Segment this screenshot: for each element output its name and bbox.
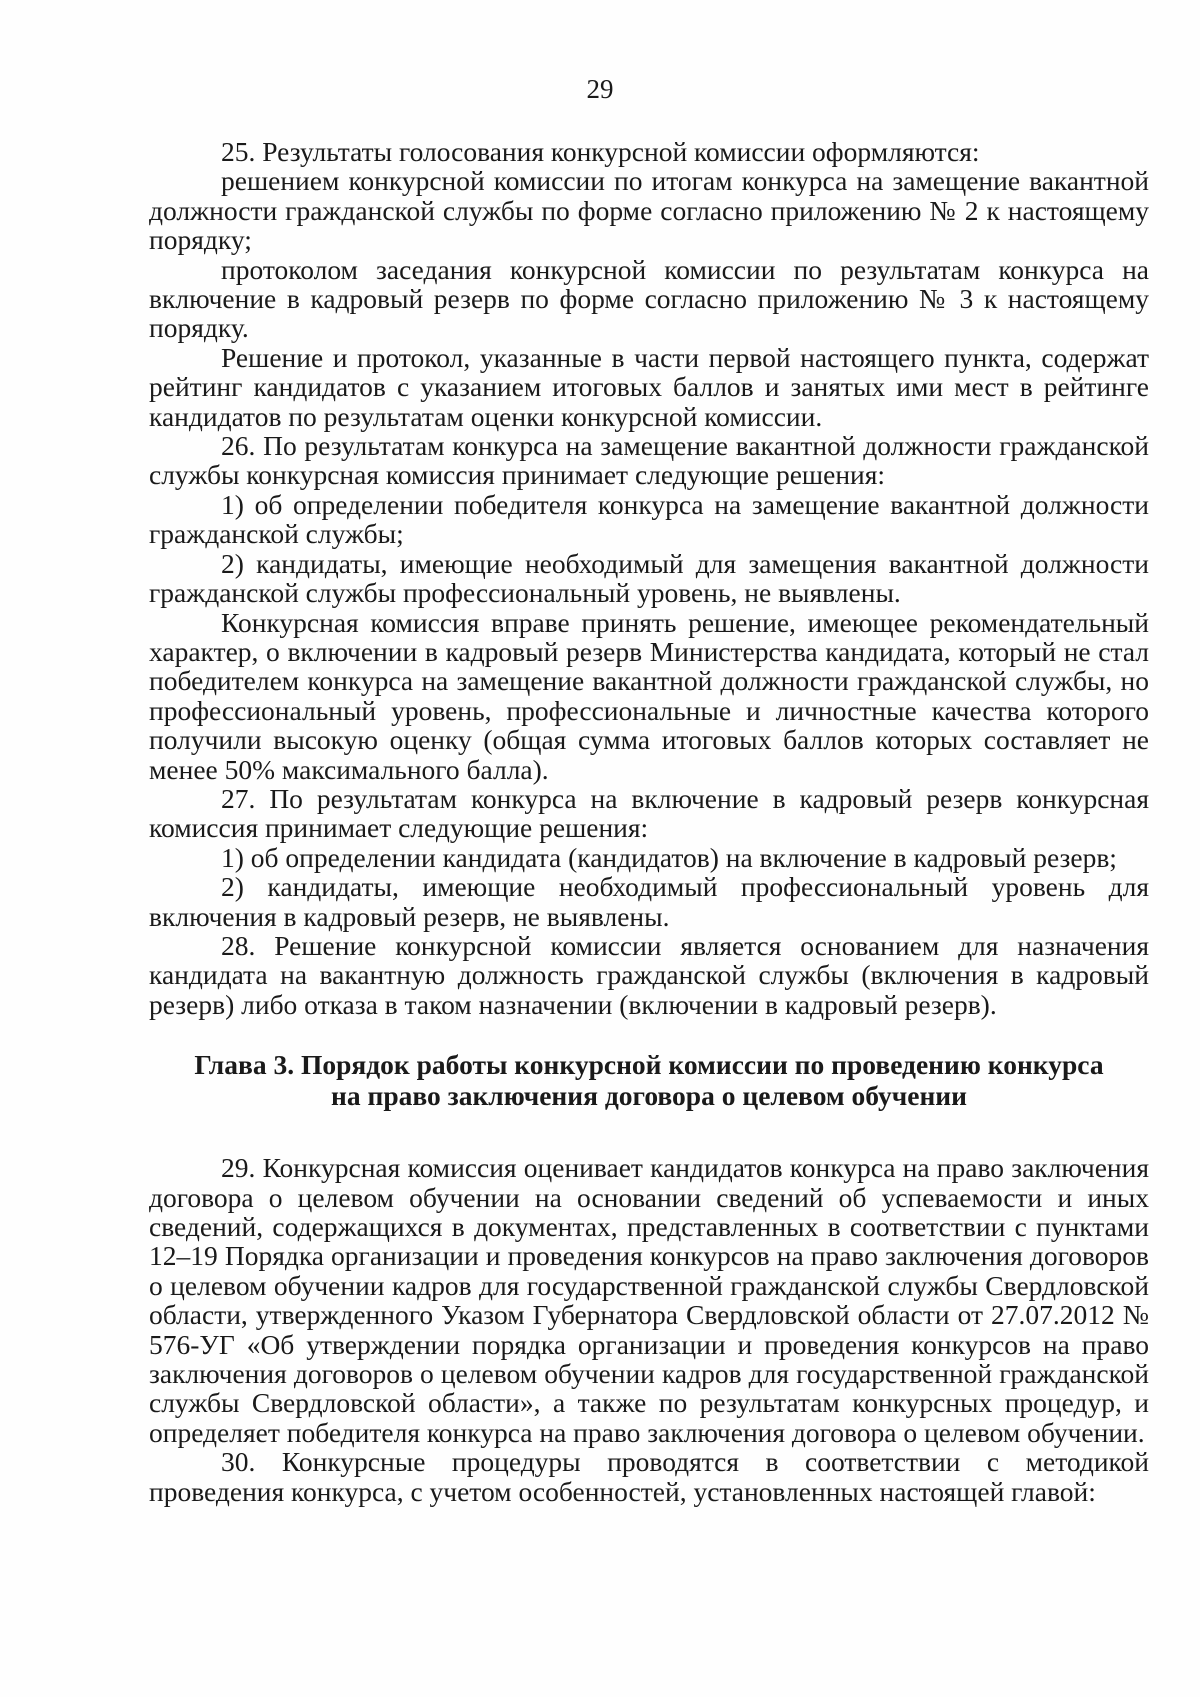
page-number: 29 [586,74,614,104]
paragraph-27-item-1: 1) об определении кандидата (кандидатов) на включение в кадровый резерв; [221,841,1117,873]
chapter-heading [149,1049,1149,1111]
paragraph-27: 27. По результатам конкурса на включение в кадровый резерв конкурсная комиссия принимает следующие решения: [149,782,1149,844]
paragraph-28: 28. Решение конкурсной комиссии является основанием для назначения кандидата на вакантную должность гражданской службы (включения в кадровый резерв) либо отказа в таком назначении (включении в кадровый резерв). [149,929,1149,1020]
paragraph-26: 26. По результатам конкурса на замещение вакантной должности гражданской службы конкурсная комиссия принимает следующие решения: [149,430,1149,491]
paragraph-25-rating: Решение и протокол, указанные в части первой настоящего пункта, содержат рейтинг кандидатов с указанием итоговых баллов и занятых ими мест в рейтинге кандидатов по результатам оценки конкурсной комиссии. [149,341,1149,432]
paragraph-25-decision: решением конкурсной комиссии по итогам конкурса на замещение вакантной должности гражданской службы по форме согласно приложению № 2 к настоящему порядку; [149,165,1149,256]
paragraph-26-reserve: Конкурсная комиссия вправе принять решение, имеющее рекомендательный характер, о включении в кадровый резерв Министерства кандидата, который не стал победителем конкурса на замещение вакантной должности гражданской службы, но профессиональный уровень, профессиональные и личностные качества которого получили высокую оценку (общая сумма итоговых баллов которых составляет не менее 50% максимального балла). [149,606,1149,785]
paragraph-29: 29. Конкурсная комиссия оценивает кандидатов конкурса на право заключения договора о целевом обучении на основании сведений об успеваемости и иных сведений, содержащихся в документах, представленных в соответствии с пунктами 12–19 Порядка организации и проведения конкурсов на право заключения договоров о целевом обучении кадров для государственной гражданской службы Свердловской области, утвержденного Указом Губернатора Свердловской области от 27.07.2012 № 576-УГ «Об утверждении порядка организации и проведения конкурсов на право заключения договоров о целевом обучении кадров для государственной гражданской службы Свердловской области», а также по результатам конкурсных процедур, и определяет победителя конкурса на право заключения договора о целевом обучении. [149,1152,1149,1448]
paragraph-25: 25. Результаты голосования конкурсной комиссии оформляются: [221,136,980,167]
paragraph-26-item-1: 1) об определении победителя конкурса на замещение вакантной должности гражданской службы; [149,488,1149,550]
chapter-heading-line-1: Глава 3. Порядок работы конкурсной комиссии по проведению конкурса [194,1049,1104,1081]
chapter-heading-line-2: на право заключения договора о целевом обучении [331,1080,967,1112]
paragraph-27-item-2: 2) кандидаты, имеющие необходимый профессиональный уровень для включения в кадровый резерв, не выявлены. [149,871,1149,932]
paragraph-30: 30. Конкурсные процедуры проводятся в соответствии с методикой проведения конкурса, с учетом особенностей, установленных настоящей главой: [149,1446,1149,1507]
paragraph-25-protocol: протоколом заседания конкурсной комиссии по результатам конкурса на включение в кадровый резерв по форме согласно приложению № 3 к настоящему порядку. [149,253,1149,344]
paragraph-26-item-2: 2) кандидаты, имеющие необходимый для замещения вакантной должности гражданской службы профессиональный уровень, не выявлены. [149,547,1149,609]
document-body [149,137,1149,1506]
